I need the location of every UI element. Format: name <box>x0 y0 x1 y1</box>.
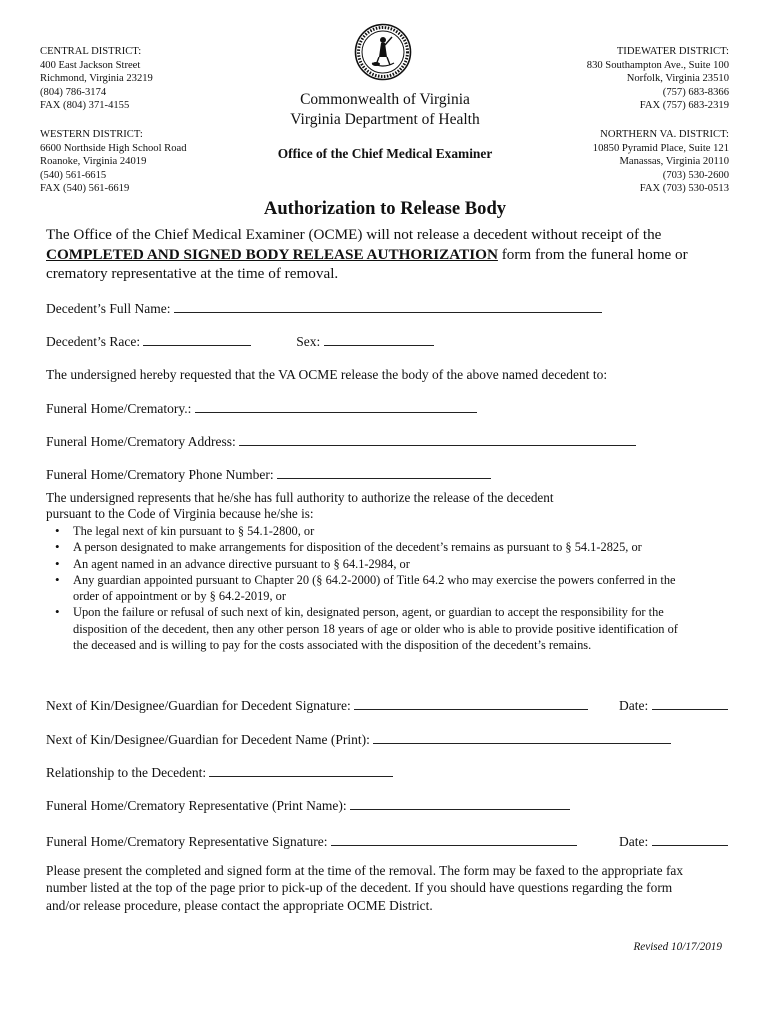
page-title: Authorization to Release Body <box>263 198 507 219</box>
submission-instructions: Please present the completed and signed form at the time of the removal. The form may be faxed to the appropriate fax number listed at the top of the page prior to pick-up of the decedent. If you should have questions regarding the form and/or release procedure, please contact the appropriate OCME District. <box>46 863 684 913</box>
central-district-address <box>40 45 153 113</box>
central-fax: FAX (804) 371-4155 <box>40 100 130 112</box>
central-city: Richmond, Virginia 23219 <box>40 73 153 85</box>
northern-fax: FAX (703) 530-0513 <box>639 183 729 195</box>
nok-signature-label: Next of Kin/Designee/Guardian for Decedent Signature: <box>46 698 351 713</box>
funeral-home-phone-row <box>46 466 491 483</box>
authority-list <box>46 523 763 653</box>
northern-street: 10850 Pyramid Place, Suite 121 <box>592 142 729 154</box>
decedent-race-field[interactable] <box>143 333 251 346</box>
tidewater-district-address <box>587 45 729 113</box>
central-district-title: CENTRAL DISTRICT: <box>40 46 142 57</box>
office-name: Office of the Chief Medical Examiner <box>277 146 493 161</box>
department-line: Virginia Department of Health <box>290 111 480 128</box>
authority-line-2: pursuant to the Code of Virginia because he/she is: <box>46 506 314 522</box>
funeral-home-address-field[interactable] <box>239 433 636 446</box>
nok-date-field[interactable] <box>652 697 728 710</box>
intro-text-1: The Office of the Chief Medical Examiner (OCME) will not release a decedent without receipt of the <box>46 226 662 243</box>
funeral-home-row <box>46 400 477 417</box>
list-item: • Any guardian appointed pursuant to Chapter 20 (§ 64.2-2000) of Title 64.2 who may exercise the powers conferred in the order of appointment or by § 64.2-2019, or <box>73 572 683 605</box>
funeral-home-phone-label: Funeral Home/Crematory Phone Number: <box>46 467 274 482</box>
western-phone: (540) 561-6615 <box>40 169 107 181</box>
tidewater-street: 830 Southampton Ave., Suite 100 <box>586 59 729 71</box>
nok-print-name-label: Next of Kin/Designee/Guardian for Decedent Name (Print): <box>46 732 370 747</box>
release-request-text: The undersigned hereby requested that the VA OCME release the body of the above named decedent to: <box>46 367 608 382</box>
intro-paragraph <box>46 225 736 284</box>
tidewater-phone: (757) 683-8366 <box>662 86 729 98</box>
intro-emphasis: COMPLETED AND SIGNED BODY RELEASE AUTHORIZATION <box>46 245 498 263</box>
rep-date-row <box>619 833 728 850</box>
list-item: • Upon the failure or refusal of such next of kin, designated person, agent, or guardian to accept the responsibility for the disposition of the decedent, then any other person 18 years of age or older who is able to provide positive identification of the deceased and is willing to pay for the costs associated with the disposition of the decedent’s remains. <box>73 604 685 653</box>
rep-signature-field[interactable] <box>331 833 577 846</box>
intro-text-2: form from the funeral home or crematory representative at the time of removal. <box>46 245 688 282</box>
western-street: 6600 Northside High School Road <box>40 142 187 154</box>
authority-line-1: The undersigned represents that he/she has full authority to authorize the release of the decedent <box>46 490 554 505</box>
tidewater-district-title: TIDEWATER DISTRICT: <box>616 46 729 57</box>
western-district-address <box>40 128 187 196</box>
revision-date: Revised 10/17/2019 <box>633 941 722 953</box>
decedent-sex-field[interactable] <box>324 333 434 346</box>
northern-district-address <box>593 128 729 196</box>
rep-signature-label: Funeral Home/Crematory Representative Signature: <box>46 834 328 849</box>
rep-signature-row <box>46 833 577 850</box>
central-phone: (804) 786-3174 <box>40 86 107 98</box>
rep-date-label: Date: <box>619 834 649 849</box>
central-street: 400 East Jackson Street <box>40 59 141 71</box>
commonwealth-line: Commonwealth of Virginia <box>300 91 470 108</box>
rep-print-name-field[interactable] <box>350 797 570 810</box>
nok-date-row <box>619 697 728 714</box>
list-item: • The legal next of kin pursuant to § 54.1-2800, or <box>73 523 763 539</box>
funeral-home-address-label: Funeral Home/Crematory Address: <box>46 434 236 449</box>
decedent-sex-label: Sex: <box>296 334 321 349</box>
decedent-race-sex-row <box>46 333 434 350</box>
decedent-name-row <box>46 300 602 317</box>
agency-name <box>235 90 535 130</box>
relationship-field[interactable] <box>209 764 393 777</box>
funeral-home-field[interactable] <box>195 400 477 413</box>
funeral-home-phone-field[interactable] <box>277 466 491 479</box>
virginia-seal-icon <box>354 23 412 81</box>
nok-signature-field[interactable] <box>354 697 588 710</box>
rep-date-field[interactable] <box>652 833 728 846</box>
relationship-label: Relationship to the Decedent: <box>46 765 207 780</box>
nok-print-name-row <box>46 731 671 748</box>
nok-signature-row <box>46 697 588 714</box>
rep-print-name-row <box>46 797 570 814</box>
authority-statement <box>46 490 736 523</box>
northern-city: Manassas, Virginia 20110 <box>619 156 729 168</box>
northern-phone: (703) 530-2600 <box>662 169 729 181</box>
relationship-row <box>46 764 393 781</box>
nok-date-label: Date: <box>619 698 649 713</box>
decedent-race-label: Decedent’s Race: <box>46 334 141 349</box>
nok-print-name-field[interactable] <box>373 731 671 744</box>
funeral-home-address-row <box>46 433 636 450</box>
list-item: • An agent named in an advance directive pursuant to § 64.1-2984, or <box>73 556 763 572</box>
western-city: Roanoke, Virginia 24019 <box>40 156 147 168</box>
tidewater-fax: FAX (757) 683-2319 <box>639 100 729 112</box>
list-item: • A person designated to make arrangements for disposition of the decedent’s remains as pursuant to § 54.1-2825, or <box>73 539 763 555</box>
rep-print-name-label: Funeral Home/Crematory Representative (Print Name): <box>46 798 347 813</box>
western-district-title: WESTERN DISTRICT: <box>40 129 143 140</box>
decedent-name-field[interactable] <box>174 300 602 313</box>
funeral-home-label: Funeral Home/Crematory.: <box>46 401 192 416</box>
northern-district-title: NORTHERN VA. DISTRICT: <box>600 129 729 140</box>
western-fax: FAX (540) 561-6619 <box>40 183 130 195</box>
tidewater-city: Norfolk, Virginia 23510 <box>626 73 729 85</box>
decedent-name-label: Decedent’s Full Name: <box>46 301 171 316</box>
